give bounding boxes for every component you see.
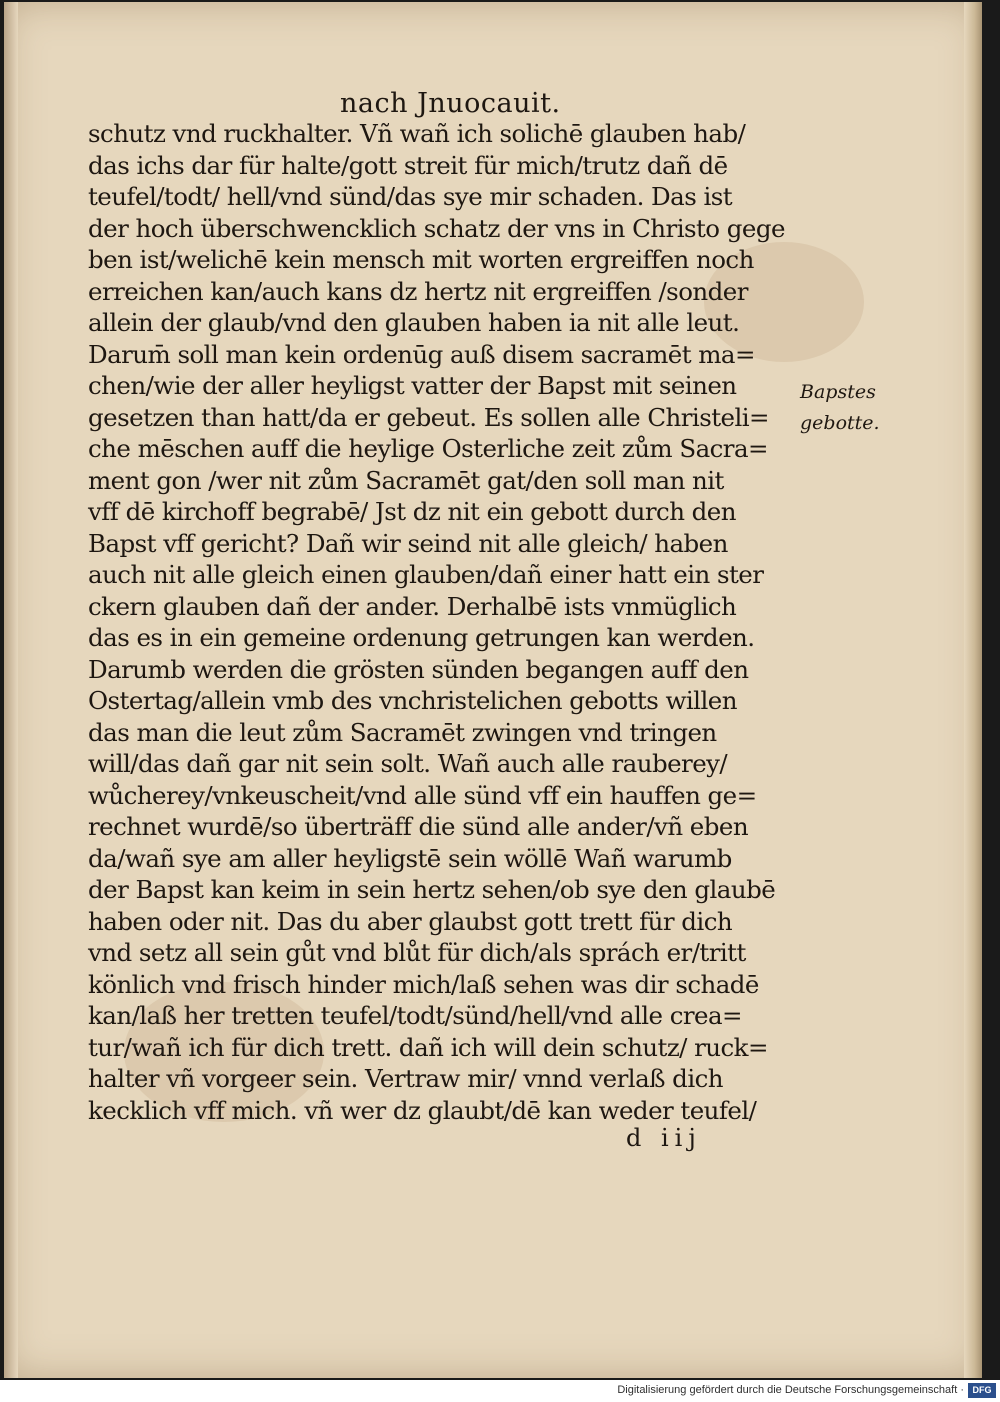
text-line: schutz vnd ruckhalter. Vñ wañ ich solichē glauben hab/ <box>88 119 746 148</box>
marginal-note-line: Bapstes <box>800 381 876 403</box>
text-line: auch nit alle gleich einen glauben/dañ einer hatt ein ster <box>88 560 764 589</box>
text-line: das es in ein gemeine ordenung getrungen kan werden. <box>88 623 755 652</box>
marginal-note-line: gebotte. <box>800 412 880 434</box>
text-line: wůcherey/vnkeuscheit/vnd alle sünd vff ein hauffen ge= <box>88 780 757 810</box>
text-line: vff dē kirchoff begrabē/ Jst dz nit ein gebott durch den <box>88 497 736 526</box>
text-line: halter vñ vorgeer sein. Vertraw mir/ vnnd verlaß dich <box>88 1064 724 1093</box>
page-gutter <box>4 2 18 1378</box>
text-line: kan/laß her tretten teufel/todt/sünd/hell/vnd alle crea= <box>88 1001 743 1030</box>
text-line: allein der glaub/vnd den glauben haben ia nit alle leut. <box>88 308 740 337</box>
text-line: vnd setz all sein gůt vnd blůt für dich/als sprách er/tritt <box>88 938 746 967</box>
footer-credit: Digitalisierung gefördert durch die Deutsche Forschungsgemeinschaft · <box>617 1384 964 1396</box>
text-line: tur/wañ ich für dich trett. dañ ich will dein schutz/ ruck= <box>88 1032 768 1062</box>
signature-mark: d iij <box>626 1124 702 1152</box>
running-head: nach Jnuocauit. <box>340 88 561 119</box>
text-line: erreichen kan/auch kans dz hertz nit ergreiffen /sonder <box>88 276 748 306</box>
text-line: der hoch überschwencklich schatz der vns in Christo gege <box>88 213 785 243</box>
text-line: will/das dañ gar nit sein solt. Wañ auch alle rauberey/ <box>88 749 728 778</box>
page-fore-edge <box>964 2 982 1378</box>
text-line: könlich vnd frisch hinder mich/laß sehen was dir schadē <box>88 969 759 999</box>
text-line: kecklich vff mich. vñ wer dz glaubt/dē kan weder teufel/ <box>88 1095 757 1125</box>
text-line: teufel/todt/ hell/vnd sünd/das sye mir schaden. Das ist <box>88 182 733 211</box>
text-line: da/wañ sye am aller heyligstē sein wöllē Wañ warumb <box>88 843 732 873</box>
text-line: chen/wie der aller heyligst vatter der Bapst mit seinen <box>88 371 737 400</box>
marginal-note <box>800 377 880 439</box>
text-line: Bapst vff gericht? Dañ wir seind nit alle gleich/ haben <box>88 528 728 558</box>
text-line: der Bapst kan keim in sein hertz sehen/ob sye den glaubē <box>88 875 776 904</box>
text-line: ment gon /wer nit zům Sacramēt gat/den soll man nit <box>88 465 724 495</box>
text-line: Darumb werden die grösten sünden begangen auff den <box>88 654 749 684</box>
dfg-logo-icon: DFG <box>968 1383 996 1398</box>
text-line: rechnet wurdē/so überträff die sünd alle ander/vñ eben <box>88 812 749 841</box>
text-line: ben ist/welichē kein mensch mit worten ergreiffen noch <box>88 245 754 274</box>
text-line: che mēschen auff die heylige Osterliche zeit zům Sacra= <box>88 434 768 463</box>
text-line: haben oder nit. Das du aber glaubst gott trett für dich <box>88 906 733 936</box>
text-line: Darum̄ soll man kein ordenūg auß disem sacramēt ma= <box>88 339 755 369</box>
footer-bar <box>0 1380 1000 1402</box>
text-line: das man die leut zům Sacramēt zwingen vnd tringen <box>88 717 717 747</box>
text-line: ckern glauben dañ der ander. Derhalbē ists vnmüglich <box>88 591 737 621</box>
text-line: Ostertag/allein vmb des vnchristelichen gebotts willen <box>88 686 737 715</box>
text-line: gesetzen than hatt/da er gebeut. Es sollen alle Christeli= <box>88 402 770 432</box>
body-text <box>88 118 788 1126</box>
text-line: das ichs dar für halte/gott streit für mich/trutz dañ dē <box>88 150 728 180</box>
